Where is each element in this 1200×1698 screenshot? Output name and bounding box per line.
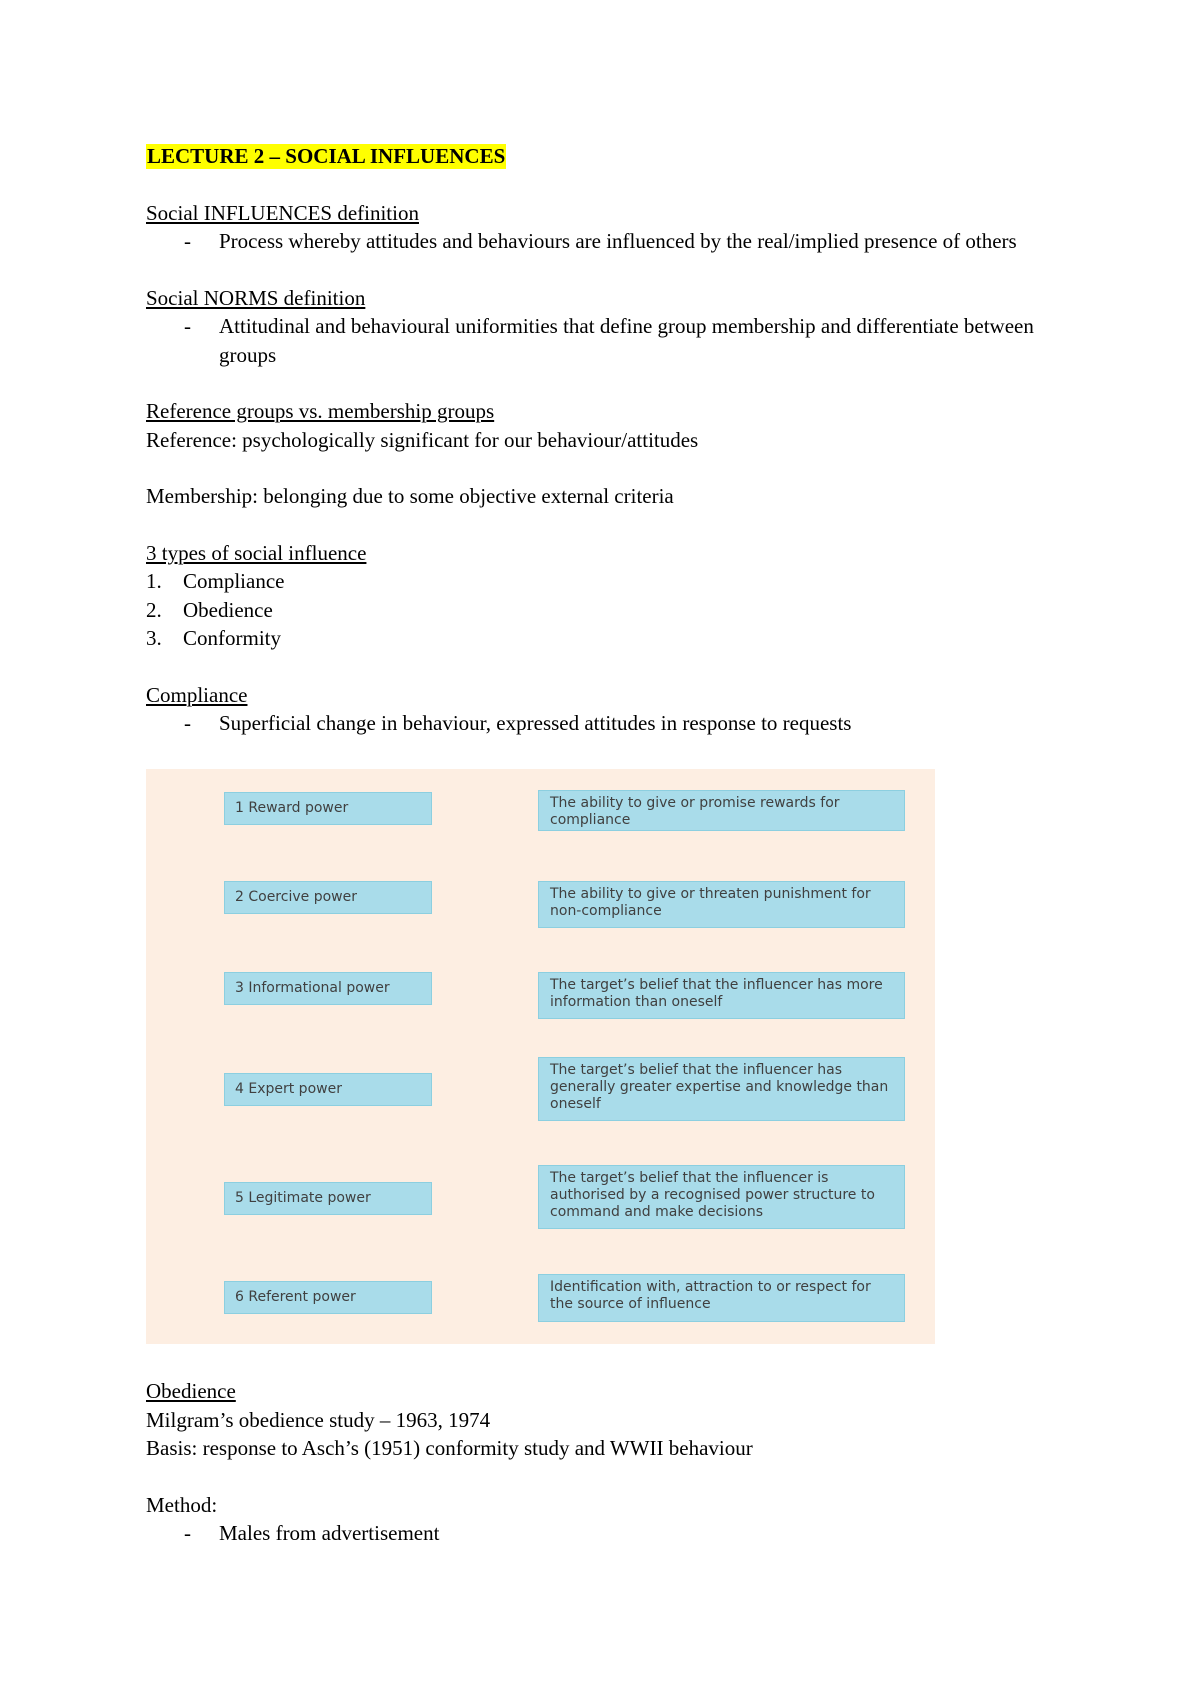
types-heading: 3 types of social influence [146,540,367,565]
power-desc-1: The ability to give or promise rewards for compliance [538,790,905,831]
method-heading: Method: [146,1492,218,1517]
compliance-bullet [146,709,1066,738]
obedience-line-2: Basis: response to Asch’s (1951) conformity study and WWII behaviour [146,1436,753,1460]
compliance-heading: Compliance [146,682,248,707]
power-label-1: 1 Reward power [224,792,432,825]
types-item-1 [146,567,1066,596]
power-label-4: 4 Expert power [224,1073,432,1106]
compliance-bullet-text: Superficial change in behaviour, expressed attitudes in response to requests [219,711,852,735]
power-label-6: 6 Referent power [224,1281,432,1314]
page-title: LECTURE 2 – SOCIAL INFLUENCES [147,144,506,168]
influences-bullet [146,227,1066,256]
influences-heading: Social INFLUENCES definition [146,200,419,225]
reference-line: Reference: psychologically significant for our behaviour/attitudes [146,427,699,452]
list-item-label: Conformity [183,626,281,650]
types-item-3 [146,624,1066,653]
power-label-5: 5 Legitimate power [224,1182,432,1215]
norms-bullet-text: Attitudinal and behavioural uniformities that define group membership and differentiate between groups [219,314,1034,367]
list-number: 2. [146,597,162,622]
method-bullet [146,1519,1066,1548]
power-desc-5: The target’s belief that the influencer is authorised by a recognised power structure to command and make decisions [538,1165,905,1229]
bullet-dash: - [184,711,191,735]
power-label-2: 2 Coercive power [224,881,432,914]
document-body [146,142,1066,738]
obedience-line-1: Milgram’s obedience study – 1963, 1974 [146,1407,491,1432]
influences-bullet-text: Process whereby attitudes and behaviours are influenced by the real/implied presence of others [219,229,1017,253]
power-label-3: 3 Informational power [224,972,432,1005]
norms-heading: Social NORMS definition [146,285,366,310]
bullet-dash: - [184,1521,191,1545]
list-number: 1. [146,569,162,593]
power-desc-6: Identification with, attraction to or respect for the source of influence [538,1274,905,1322]
power-bases-figure [146,769,935,1344]
obedience-heading: Obedience [146,1379,236,1403]
groups-heading: Reference groups vs. membership groups [146,399,495,423]
bullet-dash: - [184,229,191,253]
method-bullet-text: Males from advertisement [219,1521,440,1545]
list-item-label: Compliance [183,569,285,593]
power-desc-4: The target’s belief that the influencer has generally greater expertise and knowledge than oneself [538,1057,905,1121]
power-desc-2: The ability to give or threaten punishment for non-compliance [538,881,905,928]
list-item-label: Obedience [183,597,273,622]
document-body-continued [146,1377,1066,1548]
list-number: 3. [146,626,162,650]
membership-line: Membership: belonging due to some objective external criteria [146,484,674,508]
norms-bullet [146,312,1066,369]
power-desc-3: The target’s belief that the influencer has more information than oneself [538,972,905,1019]
bullet-dash: - [184,314,191,338]
types-item-2 [146,596,1066,625]
